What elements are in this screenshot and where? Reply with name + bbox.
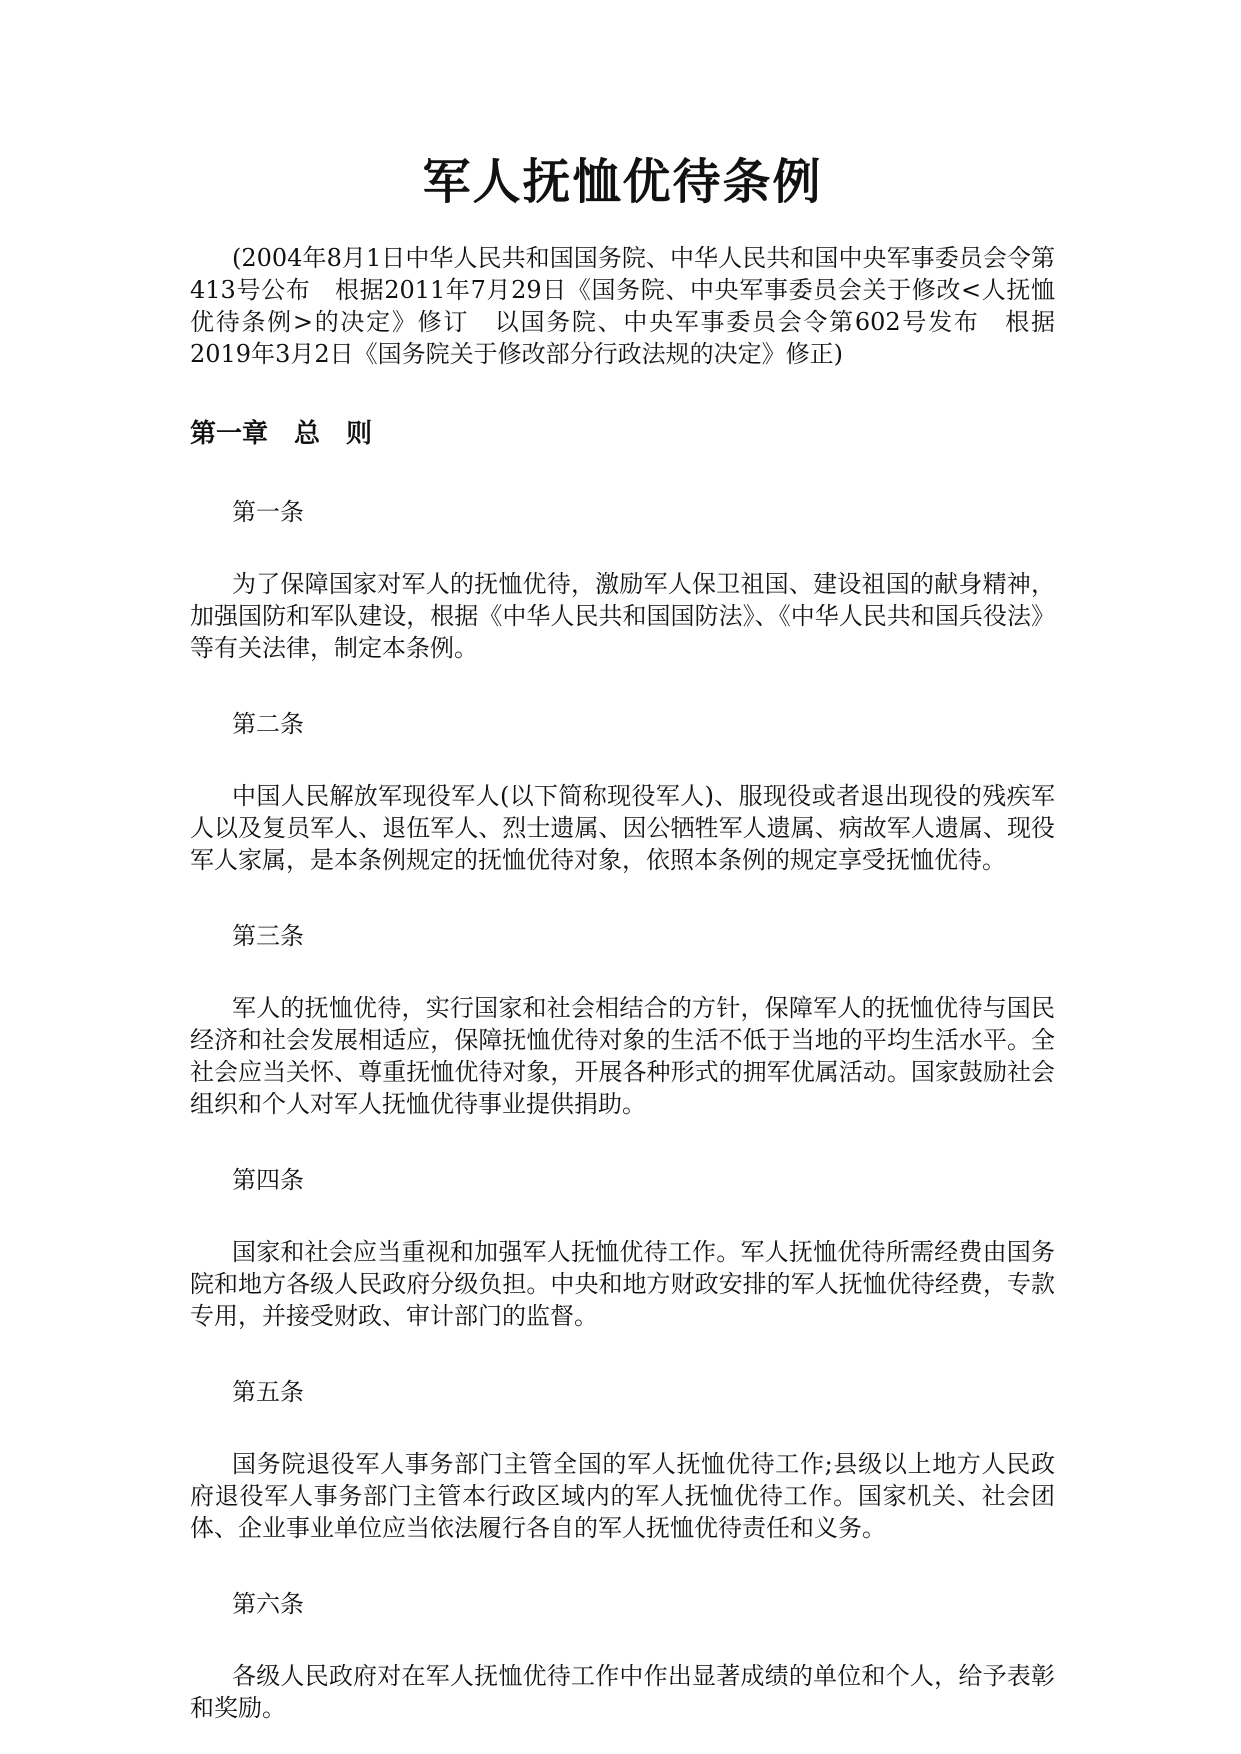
article-body: 为了保障国家对军人的抚恤优待，激励军人保卫祖国、建设祖国的献身精神，加强国防和军队建设，根据《中华人民共和国国防法》、《中华人民共和国兵役法》等有关法律，制定本条例。 [190, 570, 1055, 662]
article-4 [190, 1164, 1055, 1332]
article-number: 第一条 [232, 498, 304, 526]
article-1 [190, 496, 1055, 664]
article-body: 中国人民解放军现役军人(以下简称现役军人)、服现役或者退出现役的残疾军人以及复员军人、退伍军人、烈士遗属、因公牺牲军人遗属、病故军人遗属、现役军人家属，是本条例规定的抚恤优待对象，依照本条例的规定享受抚恤优待。 [190, 782, 1055, 874]
article-number: 第二条 [232, 710, 304, 738]
article-number: 第五条 [232, 1378, 304, 1406]
document-preamble: (2004年8月1日中华人民共和国国务院、中华人民共和国中央军事委员会令第413号公布 根据2011年7月29日《国务院、中央军事委员会关于修改<人抚恤优待条例>的决定》修订 以国务院、中央军事委员会令第602号发布 根据2019年3月2日《国务院关于修改部分行政法规的决定》修正) [190, 244, 1055, 368]
article-number: 第六条 [232, 1590, 304, 1618]
article-6 [190, 1588, 1055, 1724]
article-2 [190, 708, 1055, 876]
article-number: 第四条 [232, 1166, 304, 1194]
article-3 [190, 920, 1055, 1120]
chapter-heading: 第一章 总 则 [190, 419, 373, 449]
article-body: 各级人民政府对在军人抚恤优待工作中作出显著成绩的单位和个人，给予表彰和奖励。 [190, 1662, 1055, 1722]
article-body: 国家和社会应当重视和加强军人抚恤优待工作。军人抚恤优待所需经费由国务院和地方各级人民政府分级负担。中央和地方财政安排的军人抚恤优待经费，专款专用，并接受财政、审计部门的监督。 [190, 1238, 1055, 1330]
article-body: 军人的抚恤优待，实行国家和社会相结合的方针，保障军人的抚恤优待与国民经济和社会发展相适应，保障抚恤优待对象的生活不低于当地的平均生活水平。全社会应当关怀、尊重抚恤优待对象，开展各种形式的拥军优属活动。国家鼓励社会组织和个人对军人抚恤优待事业提供捐助。 [190, 994, 1055, 1118]
article-5 [190, 1376, 1055, 1544]
document-title: 军人抚恤优待条例 [422, 154, 823, 210]
document-page [190, 150, 1055, 1724]
article-body: 国务院退役军人事务部门主管全国的军人抚恤优待工作;县级以上地方人民政府退役军人事务部门主管本行政区域内的军人抚恤优待工作。国家机关、社会团体、企业事业单位应当依法履行各自的军人抚恤优待责任和义务。 [190, 1450, 1055, 1542]
article-number: 第三条 [232, 922, 304, 950]
